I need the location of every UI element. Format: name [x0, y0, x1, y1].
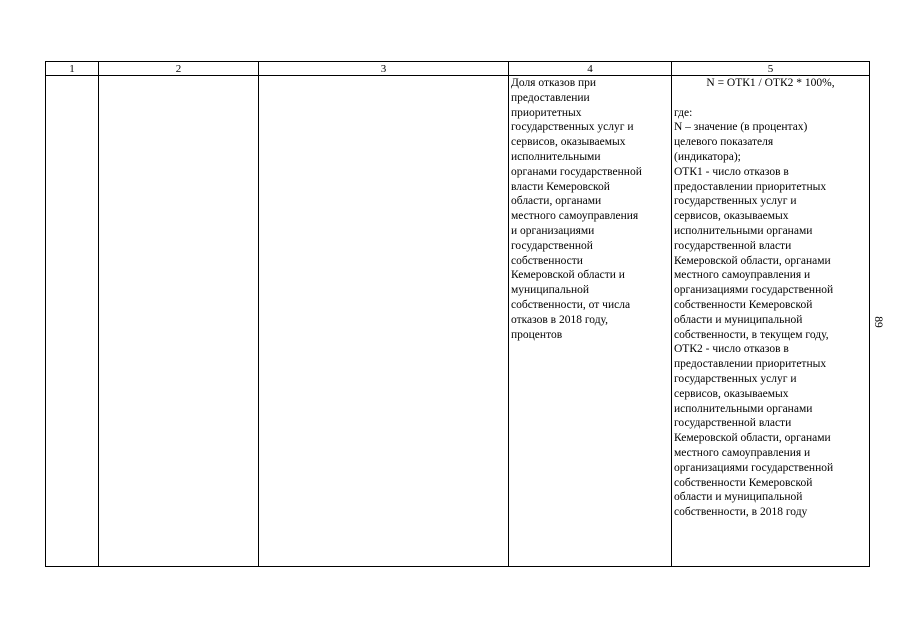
- indicator-name-cell: [509, 76, 672, 567]
- indicator-name: Доля отказов при предоставлении приоритетных государственных услуг и сервисов, оказываемых исполнительными органами государственной власти Кемеровской области, органами местного самоуправления и организациями государственной собственности Кемеровской области и муниципальной собственности, от числа отказов в 2018 году, процентов: [511, 77, 642, 341]
- column-number-5: 5: [672, 62, 870, 76]
- calculation-method-cell: [672, 76, 870, 567]
- column-number-2: 2: [99, 62, 259, 76]
- cell-col3: [259, 76, 509, 567]
- formula-explanation: где: N – значение (в процентах) целевого показателя (индикатора); ОТК1 - число отказов в предоставлении приоритетных государственных услуг и сервисов, оказываемых исполнительными органами государственной власти Кемеровской области, органами местного самоуправления и организациями государственной собственности Кемеровской области и муниципальной собственности, в текущем году, ОТК2 - число отказов в предоставлении приоритетных государственных услуг и сервисов, оказываемых исполнительными органами государственной власти Кемеровской области, органами местного самоуправления и организациями государственной собственности Кемеровской области и муниципальной собственности, в 2018 году: [674, 106, 834, 519]
- page-number: 89: [872, 316, 884, 328]
- table-row: [46, 76, 870, 567]
- column-number-1: 1: [46, 62, 99, 76]
- cell-col2: [99, 76, 259, 567]
- column-number-3: 3: [259, 62, 509, 76]
- column-number-row: [46, 62, 870, 76]
- formula: N = ОТК1 / ОТК2 * 100%,: [706, 77, 835, 89]
- indicator-table: [45, 61, 870, 567]
- cell-col1: [46, 76, 99, 567]
- column-number-4: 4: [509, 62, 672, 76]
